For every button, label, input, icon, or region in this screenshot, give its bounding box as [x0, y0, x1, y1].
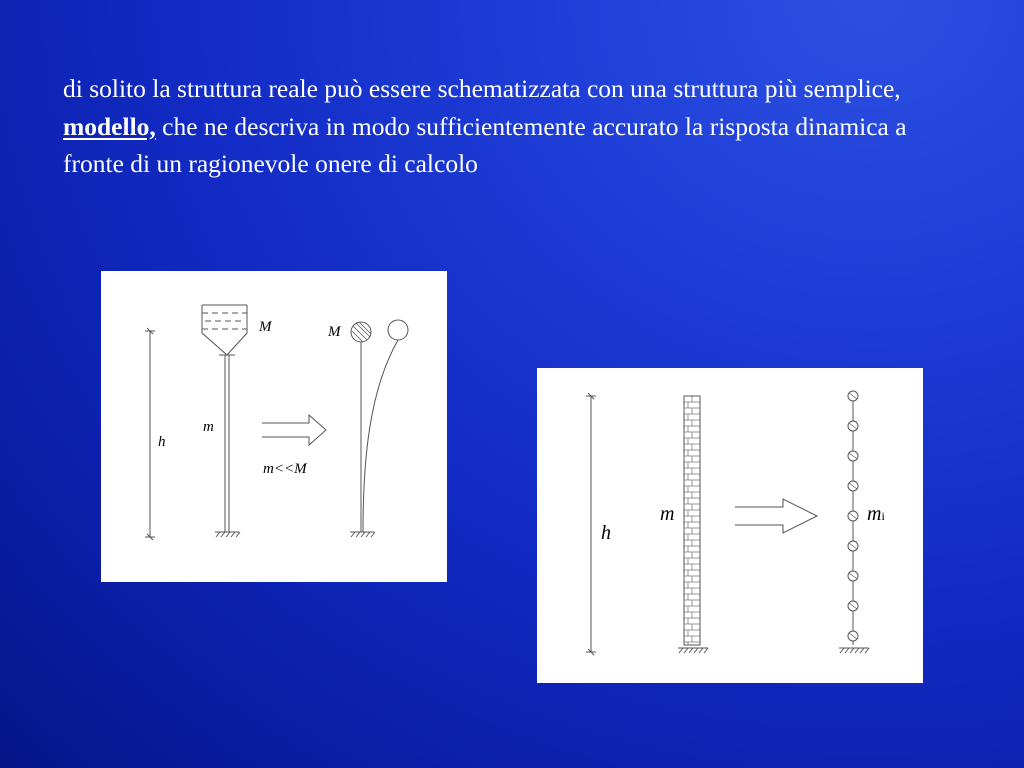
water-tower-diagram [101, 271, 447, 582]
stem-mass-label: m [203, 419, 214, 435]
water-tower-figure [101, 271, 447, 582]
transform-arrow [262, 415, 326, 445]
brick-wall-column [684, 396, 700, 645]
mass-condition-label: m<<M [263, 461, 307, 477]
masonry-wall-figure [537, 368, 923, 683]
ground-support-1 [215, 532, 240, 537]
ground-support-chain [839, 648, 869, 653]
height-label: h [601, 522, 611, 544]
wall-mass-label: m [660, 503, 675, 525]
lumped-mass-circle [351, 322, 371, 342]
water-tank-shape [202, 305, 247, 355]
lumped-mass-index: i [881, 509, 885, 523]
lumped-mass-symbol: m [867, 503, 882, 525]
masonry-wall-diagram [537, 368, 923, 683]
transform-arrow [735, 499, 817, 533]
model-mass-label: M [328, 324, 341, 340]
height-label: h [158, 434, 166, 450]
slide-body-text [63, 70, 943, 183]
text-part-2: che ne descriva in modo sufficientemente accurato la risposta dinamica a fronte di un ragionevole onere di calcolo [63, 111, 907, 178]
text-part-1: di solito la struttura reale può essere schematizzata con una struttura più semplice, [63, 74, 901, 103]
sdof-model-straight [351, 322, 371, 532]
ground-support-wall [678, 648, 708, 653]
tank-mass-label: M [259, 319, 272, 335]
emphasized-term: modello, [63, 111, 156, 141]
lumped-mass-label [867, 504, 885, 524]
sdof-model-deformed [363, 320, 408, 532]
ground-support-2 [350, 532, 375, 537]
lumped-masses [848, 391, 858, 641]
